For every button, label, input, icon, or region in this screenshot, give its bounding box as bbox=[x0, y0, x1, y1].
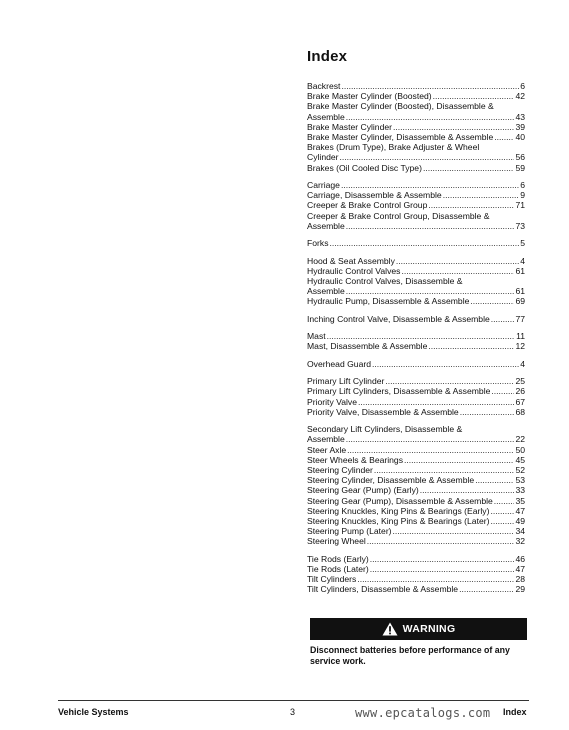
index-entry bbox=[307, 536, 525, 546]
index-entry-title: Tilt Cylinders, Disassemble & Assemble bbox=[307, 584, 459, 595]
footer-section-name: Index bbox=[503, 707, 527, 717]
index-entry bbox=[307, 376, 525, 386]
index-entry bbox=[307, 554, 525, 564]
index-entry-page: 22 bbox=[515, 434, 525, 445]
index-entry-page: 77 bbox=[515, 313, 525, 324]
index-entry-title: Mast bbox=[307, 331, 326, 342]
index-entry bbox=[307, 386, 525, 396]
dot-leader bbox=[494, 496, 515, 506]
dot-leader bbox=[329, 238, 519, 248]
index-entry bbox=[307, 465, 525, 475]
index-group bbox=[307, 424, 525, 546]
dot-leader bbox=[341, 81, 519, 91]
index-entry bbox=[307, 296, 525, 306]
dot-leader bbox=[374, 465, 515, 475]
index-entry-title: Brake Master Cylinder (Boosted) bbox=[307, 91, 432, 102]
index-entry-page: 6 bbox=[520, 180, 525, 191]
dot-leader bbox=[341, 180, 519, 190]
dot-leader bbox=[494, 132, 514, 142]
index-entry bbox=[307, 101, 525, 121]
index-group bbox=[307, 331, 525, 351]
index-entry bbox=[307, 266, 525, 276]
index-entry-title: Carriage bbox=[307, 180, 340, 191]
footer-divider bbox=[58, 700, 529, 701]
index-entry bbox=[307, 526, 525, 536]
dot-leader bbox=[404, 455, 514, 465]
index-entry-title: Creeper & Brake Control Group, Disassemble & bbox=[307, 210, 490, 221]
index-entry-title: Secondary Lift Cylinders, Disassemble & bbox=[307, 424, 463, 435]
index-entry-page: 40 bbox=[515, 132, 525, 143]
index-entry-title: Assemble bbox=[307, 434, 345, 445]
index-entry-title: Brake Master Cylinder bbox=[307, 121, 393, 132]
index-entry bbox=[307, 584, 525, 594]
index-entry-page: 43 bbox=[515, 111, 525, 122]
index-entry-title: Overhead Guard bbox=[307, 358, 372, 369]
index-entry bbox=[307, 407, 525, 417]
index-entry-page: 34 bbox=[515, 526, 525, 537]
dot-leader bbox=[358, 397, 514, 407]
dot-leader bbox=[327, 331, 515, 341]
index-entry bbox=[307, 397, 525, 407]
dot-leader bbox=[433, 91, 515, 101]
index-entry bbox=[307, 81, 525, 91]
index-entry bbox=[307, 180, 525, 190]
dot-leader bbox=[491, 314, 515, 324]
warning-label: WARNING bbox=[402, 623, 456, 635]
dot-leader bbox=[367, 536, 515, 546]
dot-leader bbox=[475, 475, 514, 485]
index-entry-page: 71 bbox=[515, 200, 525, 211]
dot-leader bbox=[401, 266, 514, 276]
index-entry-page: 29 bbox=[515, 584, 525, 595]
index-entry-page: 49 bbox=[515, 516, 525, 527]
index-entry bbox=[307, 564, 525, 574]
index-entry bbox=[307, 238, 525, 248]
index-entry-title: Primary Lift Cylinder bbox=[307, 376, 385, 387]
index-entry bbox=[307, 314, 525, 324]
page-title: Index bbox=[307, 48, 348, 65]
dot-leader bbox=[357, 574, 514, 584]
index-group bbox=[307, 376, 525, 417]
index-entry bbox=[307, 122, 525, 132]
index-entry bbox=[307, 359, 525, 369]
index-entry-page: 45 bbox=[515, 454, 525, 465]
footer-section-title: Vehicle Systems bbox=[58, 707, 129, 717]
index-group bbox=[307, 314, 525, 324]
index-entry-title: Hood & Seat Assembly bbox=[307, 255, 395, 266]
dot-leader bbox=[370, 564, 515, 574]
index-group bbox=[307, 238, 525, 248]
index-entry-title: Priority Valve bbox=[307, 396, 357, 407]
index-entry-page: 56 bbox=[515, 152, 525, 163]
dot-leader bbox=[459, 584, 514, 594]
index-entry-page: 46 bbox=[515, 553, 525, 564]
index-entry-title: Cylinder bbox=[307, 152, 339, 163]
warning-banner bbox=[310, 618, 527, 640]
index-entry bbox=[307, 424, 525, 444]
index-entry bbox=[307, 276, 525, 296]
index-entry-page: 73 bbox=[515, 220, 525, 231]
index-entry-page: 61 bbox=[515, 265, 525, 276]
index-entry-title: Tie Rods (Later) bbox=[307, 564, 369, 575]
dot-leader bbox=[372, 359, 519, 369]
index-group bbox=[307, 256, 525, 307]
index-entry-title: Carriage, Disassemble & Assemble bbox=[307, 190, 442, 201]
index-entry bbox=[307, 190, 525, 200]
index-entry-title: Brake Master Cylinder, Disassemble & Assemble bbox=[307, 132, 494, 143]
index-group bbox=[307, 81, 525, 173]
index-entry-title: Brakes (Drum Type), Brake Adjuster & Wheel bbox=[307, 142, 480, 153]
index-entry-title: Assemble bbox=[307, 111, 345, 122]
index-entry bbox=[307, 200, 525, 210]
index-entry-title: Inching Control Valve, Disassemble & Assemble bbox=[307, 313, 490, 324]
index-entry bbox=[307, 256, 525, 266]
watermark: www.epcatalogs.com bbox=[355, 706, 491, 720]
index-entry-title: Tilt Cylinders bbox=[307, 574, 357, 585]
index-entry-title: Steering Wheel bbox=[307, 536, 366, 547]
dot-leader bbox=[396, 256, 519, 266]
index-entry-page: 12 bbox=[515, 341, 525, 352]
dot-leader bbox=[346, 286, 515, 296]
index-entry-page: 28 bbox=[515, 574, 525, 585]
index-entry-title: Hydraulic Control Valves, Disassemble & bbox=[307, 276, 463, 287]
index-entry bbox=[307, 91, 525, 101]
index-group bbox=[307, 554, 525, 595]
dot-leader bbox=[370, 554, 515, 564]
dot-leader bbox=[340, 152, 515, 162]
dot-leader bbox=[393, 526, 515, 536]
index-entry-page: 50 bbox=[515, 444, 525, 455]
index-entry-page: 39 bbox=[515, 121, 525, 132]
dot-leader bbox=[346, 112, 515, 122]
index-entry bbox=[307, 485, 525, 495]
index-entry-title: Steering Knuckles, King Pins & Bearings (Later) bbox=[307, 516, 490, 527]
index-entry-title: Steering Knuckles, King Pins & Bearings (Early) bbox=[307, 505, 490, 516]
index-entry bbox=[307, 475, 525, 485]
index-group bbox=[307, 359, 525, 369]
index-entry-page: 33 bbox=[515, 485, 525, 496]
warning-text: Disconnect batteries before performance of any service work. bbox=[310, 645, 510, 666]
index-entry-title: Steering Gear (Pump) (Early) bbox=[307, 485, 419, 496]
dot-leader bbox=[443, 190, 520, 200]
index-entry-page: 35 bbox=[515, 495, 525, 506]
index-entry bbox=[307, 506, 525, 516]
index-entry bbox=[307, 496, 525, 506]
index-entry-page: 4 bbox=[520, 358, 525, 369]
index-entry-page: 6 bbox=[520, 81, 525, 91]
index-entry-page: 42 bbox=[515, 91, 525, 102]
index-entry-page: 53 bbox=[515, 475, 525, 486]
index-entry-page: 25 bbox=[515, 376, 525, 387]
index-entry-title: Steering Pump (Later) bbox=[307, 526, 392, 537]
index-entry-page: 52 bbox=[515, 465, 525, 475]
index-entry-page: 26 bbox=[515, 386, 525, 397]
index-entry-page: 32 bbox=[515, 536, 525, 547]
index-entry-title: Steering Cylinder bbox=[307, 465, 373, 475]
dot-leader bbox=[491, 386, 514, 396]
index-entry-title: Mast, Disassemble & Assemble bbox=[307, 341, 428, 352]
index-entry-title: Hydraulic Control Valves bbox=[307, 265, 401, 276]
dot-leader bbox=[428, 200, 514, 210]
footer-page-number: 3 bbox=[290, 707, 296, 717]
index-entry-title: Tie Rods (Early) bbox=[307, 553, 369, 564]
index-entry-title: Priority Valve, Disassemble & Assemble bbox=[307, 406, 459, 417]
index-entry-page: 9 bbox=[520, 190, 525, 201]
dot-leader bbox=[490, 506, 514, 516]
index-entry-title: Assemble bbox=[307, 286, 345, 297]
dot-leader bbox=[460, 407, 515, 417]
index-entry-page: 47 bbox=[515, 564, 525, 575]
index-entry bbox=[307, 516, 525, 526]
dot-leader bbox=[393, 122, 514, 132]
index-entry-title: Primary Lift Cylinders, Disassemble & Assemble bbox=[307, 386, 491, 397]
index-entry-page: 67 bbox=[515, 396, 525, 407]
dot-leader bbox=[346, 434, 515, 444]
index-entry-title: Forks bbox=[307, 238, 329, 249]
index-entry bbox=[307, 163, 525, 173]
index-entry-page: 11 bbox=[516, 331, 525, 342]
dot-leader bbox=[470, 296, 514, 306]
index-entry-page: 69 bbox=[515, 296, 525, 307]
dot-leader bbox=[428, 341, 514, 351]
index-entry-title: Steer Wheels & Bearings bbox=[307, 454, 404, 465]
index-entry bbox=[307, 455, 525, 465]
index-group bbox=[307, 180, 525, 231]
dot-leader bbox=[420, 485, 515, 495]
index-entry-title: Hydraulic Pump, Disassemble & Assemble bbox=[307, 296, 470, 307]
index-entry-title: Assemble bbox=[307, 220, 345, 231]
warning-triangle-icon bbox=[382, 622, 398, 636]
index-entry-title: Brake Master Cylinder (Boosted), Disassemble & bbox=[307, 101, 494, 112]
index-entry-page: 61 bbox=[515, 286, 525, 297]
index-entry-page: 4 bbox=[520, 255, 525, 266]
index-entry bbox=[307, 331, 525, 341]
index-entry-title: Brakes (Oil Cooled Disc Type) bbox=[307, 162, 422, 173]
index-entry-title: Creeper & Brake Control Group bbox=[307, 200, 428, 211]
index-list bbox=[307, 81, 525, 602]
index-entry bbox=[307, 574, 525, 584]
index-entry-page: 68 bbox=[515, 406, 525, 417]
index-entry bbox=[307, 132, 525, 142]
index-entry-title: Steer Axle bbox=[307, 444, 347, 455]
index-entry-title: Backrest bbox=[307, 81, 341, 91]
dot-leader bbox=[423, 163, 514, 173]
index-entry-page: 5 bbox=[520, 238, 525, 249]
dot-leader bbox=[490, 516, 514, 526]
index-entry-title: Steering Gear (Pump), Disassemble & Assemble bbox=[307, 495, 493, 506]
index-entry-page: 59 bbox=[515, 162, 525, 173]
dot-leader bbox=[346, 221, 515, 231]
index-entry-title: Steering Cylinder, Disassemble & Assemble bbox=[307, 475, 475, 486]
index-entry bbox=[307, 341, 525, 351]
index-entry-page: 47 bbox=[515, 505, 525, 516]
dot-leader bbox=[347, 445, 514, 455]
index-entry bbox=[307, 211, 525, 231]
dot-leader bbox=[385, 376, 514, 386]
index-entry bbox=[307, 142, 525, 162]
index-entry bbox=[307, 445, 525, 455]
